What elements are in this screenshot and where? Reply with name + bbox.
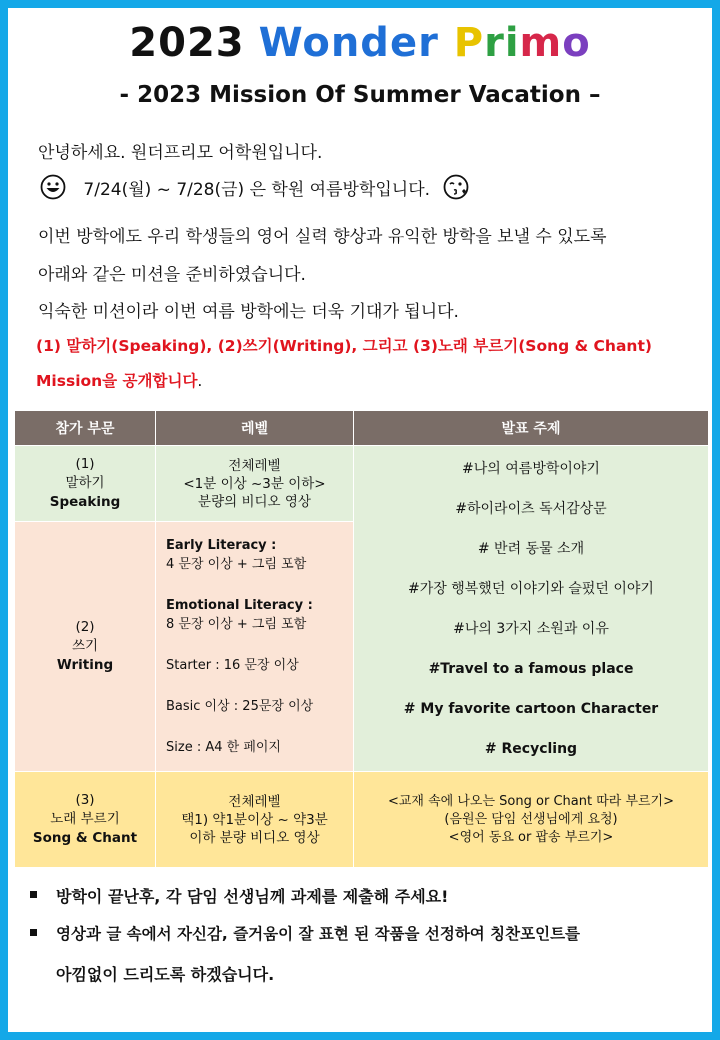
bullet-item-2-cont: 아낌없이 드리도록 하겠습니다. [56,965,275,984]
page-title [0,20,720,66]
brand-letter: e [389,20,419,66]
brand-letter: r [418,20,439,66]
brand-name [259,20,591,66]
header-level: 레벨 [156,411,354,446]
topic-item: #Travel to a famous place [428,660,634,677]
intro-line-1: 안녕하세요. 원더프리모 어학원입니다. [38,143,323,163]
bullet-item-1: 방학이 끝난후, 각 담임 선생님께 과제를 제출해 주세요! [56,884,448,907]
header-category: 참가 부문 [15,411,156,446]
song-level: 전체레벨 택1) 약1분이상 ~ 약3분 이하 분량 비디오 영상 [156,772,354,868]
title-year: 2023 [129,20,245,66]
square-bullet-icon [30,929,37,936]
table-header-row [15,411,709,446]
writing-category: (2) 쓰기 Writing [15,522,156,772]
brand-letter: i [504,20,520,66]
topic-item: # 반려 동물 소개 [477,540,585,557]
speaking-category: (1) 말하기 Speaking [15,446,156,522]
intro-line-2-row [40,174,469,205]
mission-line-2: Mission을 공개합니다. [36,372,203,390]
brand-letter [439,20,454,66]
brand-letter: W [258,20,303,66]
topic-item: #가장 행복했던 이야기와 슬펐던 이야기 [408,580,654,597]
brand-letter: o [562,20,591,66]
brand-letter: P [453,20,485,66]
speaking-level: 전체레벨 <1분 이상 ~3분 이하> 분량의 비디오 영상 [156,446,354,522]
header-topic: 발표 주제 [354,411,709,446]
grinning-face-icon [40,174,66,205]
page-subtitle: - 2023 Mission Of Summer Vacation – [119,82,601,108]
brand-letter: o [302,20,331,66]
topic-item: #하이라이츠 독서감상문 [455,500,607,517]
intro-line-3: 이번 방학에도 우리 학생들의 영어 실력 향상과 유익한 방학을 보낼 수 있도록 [38,227,607,247]
intro-line-5: 익숙한 미션이라 이번 여름 방학에는 더욱 기대가 됩니다. [38,302,459,322]
topic-item: #나의 여름방학이야기 [462,460,600,477]
writing-levels: Early Literacy : 4 문장 이상 + 그림 포함 Emotional Literacy : 8 문장 이상 + 그림 포함 Starter : 16 문장 이상 Basic 이상 : 25문장 이상 Size : A4 한 페이지 [156,522,354,772]
brand-letter: m [519,20,563,66]
song-category: (3) 노래 부르기 Song & Chant [15,772,156,868]
mission-table [14,410,709,868]
bullet-item-2: 영상과 글 속에서 자신감, 즐거움이 잘 표현 된 작품을 선정하여 칭찬포인트를 [56,922,580,944]
topic-list [354,446,709,772]
square-bullet-icon [30,891,37,898]
topic-item: #나의 3가지 소원과 이유 [453,620,609,637]
mission-line-1: (1) 말하기(Speaking), (2)쓰기(Writing), 그리고 (3)노래 부르기(Song & Chant) [36,337,652,355]
intro-line-2: 7/24(월) ~ 7/28(금) 은 학원 여름방학입니다. [83,179,431,200]
topic-item: # Recycling [484,740,578,757]
brand-letter: d [360,20,390,66]
brand-letter: n [330,20,361,66]
topic-item: # My favorite cartoon Character [403,700,659,717]
intro-line-4: 아래와 같은 미션을 준비하였습니다. [38,265,306,285]
song-topic: <교재 속에 나오는 Song or Chant 따라 부르기> (음원은 담임 선생님에게 요청) <영어 동요 or 팝송 부르기> [354,772,709,868]
kissing-face-icon [443,174,469,205]
table-row-song [15,772,709,868]
table-row-speaking [15,446,709,522]
brand-letter: r [484,20,505,66]
